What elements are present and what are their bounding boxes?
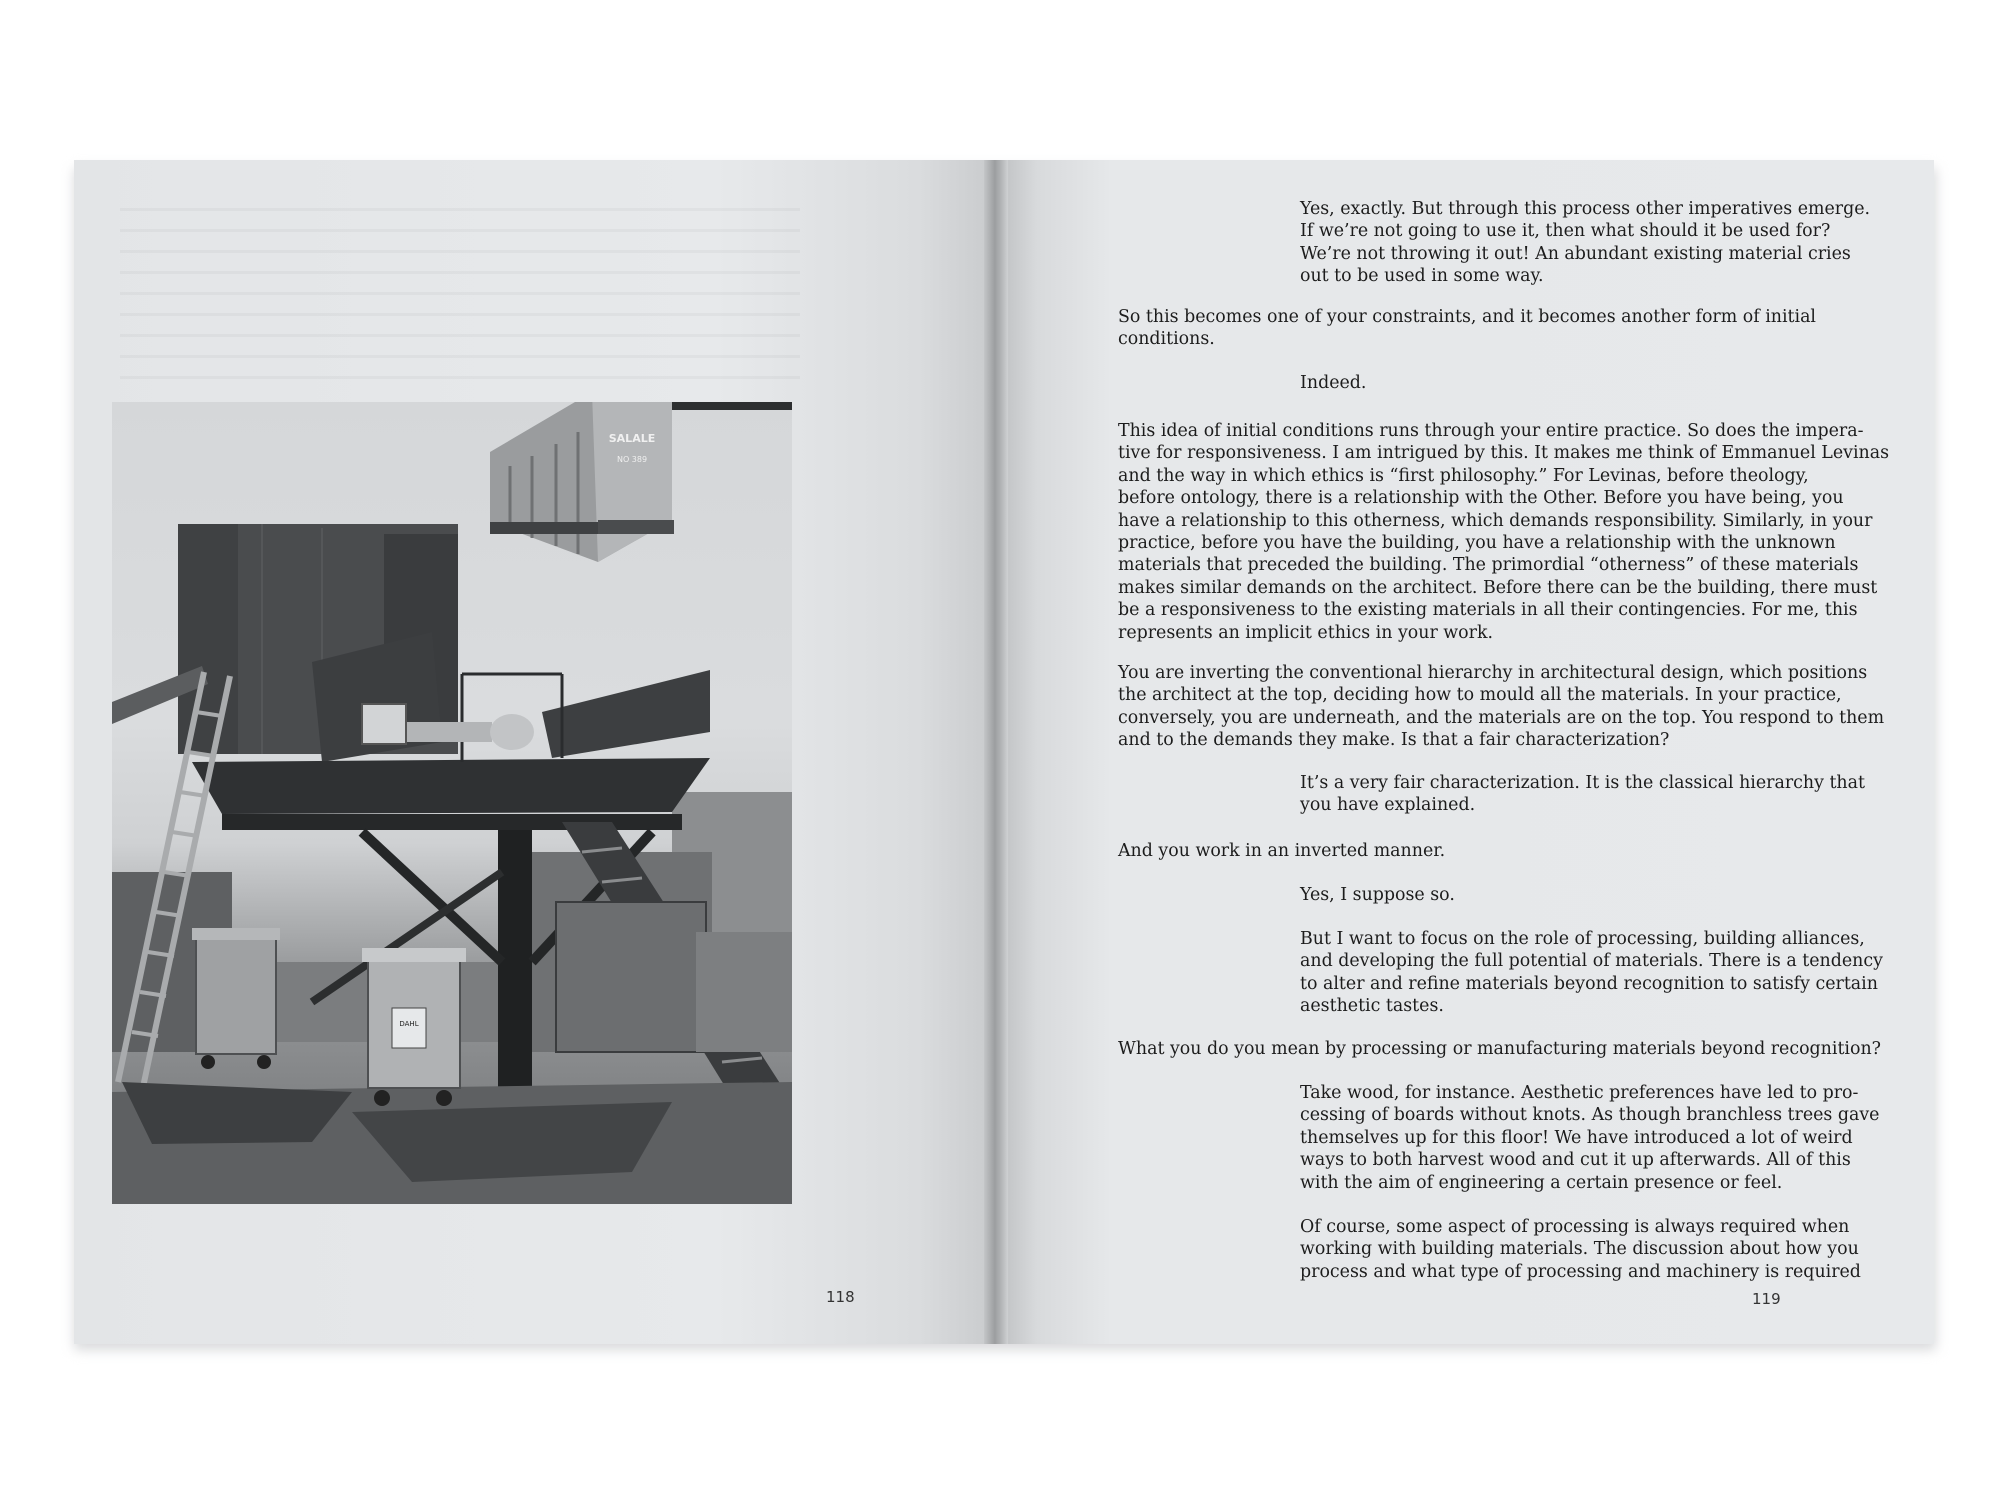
answer-paragraph: Take wood, for instance. Aesthetic preferences have led to pro- cessing of boards without knots. As though branchless trees gave themselves up for this floor! We have introduced a lot of weird ways to both harvest wood and cut it up afterwards. All of this with the aim of engineering a certain presence or feel. [1300, 1083, 1880, 1193]
hanging-crate [490, 402, 792, 562]
answer-paragraph: Of course, some aspect of processing is always required when working with building materials. The discussion about how you process and what type of processing and machinery is required [1300, 1217, 1861, 1282]
answer-paragraph: Indeed. [1300, 373, 1367, 393]
crate-sub-label: NO 389 [616, 455, 648, 464]
question-paragraph: What you do you mean by processing or manufacturing materials beyond recognition? [1118, 1039, 1881, 1059]
book-gutter [984, 160, 1008, 1344]
answer-paragraph: Yes, I suppose so. [1300, 885, 1455, 905]
question-paragraph: And you work in an inverted manner. [1118, 841, 1446, 861]
question-paragraph: You are inverting the conventional hierarchy in architectural design, which positions the architect at the top, deciding how to mould all the materials. In your practice, conversely, you are underneath, and the materials are on the top. You respond to them and to the demands they make. Is that a fair characterization? [1118, 663, 1885, 751]
answer-paragraph: It’s a very fair characterization. It is the classical hierarchy that you have explained. [1300, 773, 1865, 816]
question-paragraph: This idea of initial conditions runs through your entire practice. So does the impera- tive for responsiveness. I am intrigued by this. It makes me think of Emmanuel Levinas and the way in which ethics is “first philosophy.” For Levinas, before theology, before ontology, there is a relationship with the Other. Before you have being, you have a relationship to this otherness, which demands responsibility. Similarly, in your practice, before you have the building, you have a relationship with the unknown materials that preceded the building. The primordial “otherness” of these materials makes similar demands on the architect. Before there can be the building, there must be a responsiveness to the existing materials in all their contingencies. For me, this represents an implicit ethics in your work. [1118, 421, 1890, 643]
page-number-right: 119 [1752, 1290, 1781, 1308]
bin-sticker-text: DAHL [399, 1020, 419, 1028]
answer-paragraph: Yes, exactly. But through this process other imperatives emerge. If we’re not going to use it, then what should it be used for? We’re not throwing it out! An abundant existing material cries out to be used in some way. [1300, 199, 1871, 287]
answer-paragraph: But I want to focus on the role of processing, building alliances, and developing the full potential of materials. There is a tendency to alter and refine materials beyond recognition to satisfy certain aesthetic tastes. [1300, 929, 1883, 1017]
industrial-scene-photo [112, 402, 792, 1204]
show-through-text [120, 190, 800, 390]
question-paragraph: So this becomes one of your constraints, and it becomes another form of initial conditions. [1118, 307, 1816, 350]
crate-label: SALALE [608, 432, 656, 445]
page-number-left: 118 [826, 1288, 855, 1306]
photo-illustration [112, 402, 792, 1204]
